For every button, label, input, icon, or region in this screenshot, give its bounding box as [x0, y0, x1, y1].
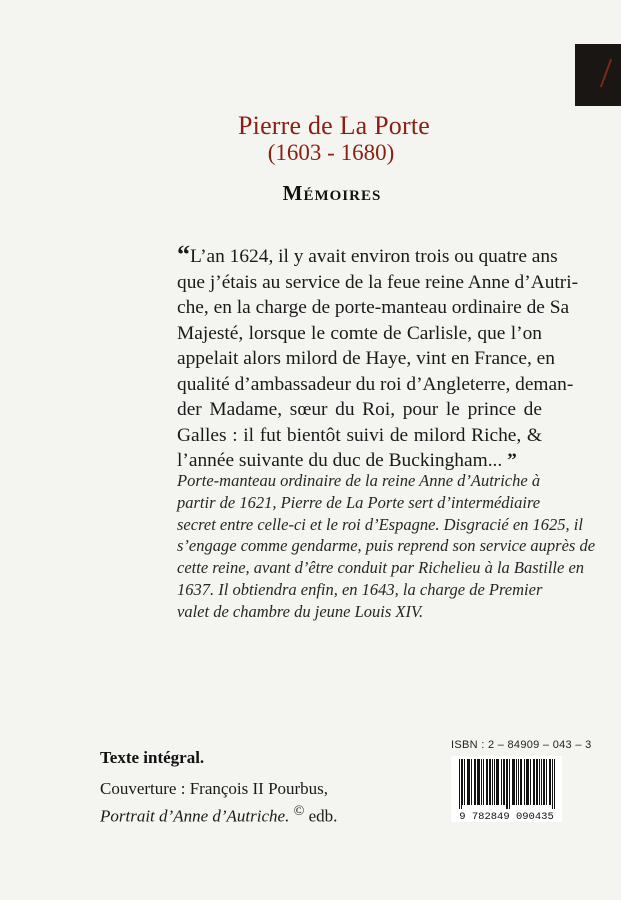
barcode-bar	[526, 759, 527, 805]
barcode-bar	[536, 759, 537, 805]
barcode-bar	[537, 759, 538, 805]
barcode-bar	[554, 759, 555, 809]
quote-block	[177, 240, 579, 474]
barcode-bar	[487, 759, 488, 805]
barcode-bar	[520, 759, 521, 805]
barcode-bar	[530, 759, 531, 805]
barcode-bar	[496, 759, 497, 805]
barcode-bar	[528, 759, 529, 805]
integral-text-label: Texte intégral.	[100, 748, 205, 767]
barcode	[451, 756, 562, 822]
portrait-title: Portrait d’Anne d’Autriche.	[100, 806, 290, 826]
barcode-bar	[546, 759, 547, 805]
quote-line: che, en la charge de porte-manteau ordinaire de Sa	[177, 297, 570, 318]
quote-line: der Madame, sœur du Roi, pour le prince de	[177, 399, 542, 420]
barcode-bar	[490, 759, 491, 805]
barcode-bar	[552, 759, 553, 809]
summary-line: Porte-manteau ordinaire de la reine Anne d’Autriche à	[177, 471, 541, 490]
summary-line: 1637. Il obtiendra enfin, en 1643, la charge de Premier	[177, 579, 543, 599]
isbn-label: ISBN : 2 – 84909 – 043 – 3	[451, 739, 592, 751]
barcode-bar	[524, 759, 525, 805]
barcode-bar	[469, 759, 470, 805]
barcode-bar	[549, 759, 550, 805]
barcode-bar	[478, 759, 479, 805]
summary-paragraph	[177, 470, 596, 623]
open-quote-mark: “	[177, 240, 190, 269]
barcode-bar	[544, 759, 545, 805]
quote-line: que j’étais au service de la feue reine Anne d’Autri-	[177, 271, 579, 293]
barcode-bar	[497, 759, 498, 805]
barcode-bar	[512, 759, 513, 805]
barcode-bar	[550, 759, 551, 805]
barcode-bar	[514, 759, 515, 805]
quote-line: Galles : il fut bientôt suivi de milord Riche, &	[177, 424, 542, 446]
barcode-bar	[494, 759, 495, 805]
barcode-bar	[507, 759, 508, 809]
barcode-bar	[467, 759, 468, 805]
cover-artist-line: Couverture : François II Pourbus,	[100, 779, 329, 798]
barcode-bar	[543, 759, 544, 805]
summary-line: s’engage comme gendarme, puis reprend son service auprès de	[177, 536, 596, 556]
barcode-bar	[533, 759, 534, 805]
barcode-bar	[527, 759, 528, 805]
barcode-bar	[498, 759, 499, 805]
quote-line: appelait alors milord de Haye, vint en France, en	[177, 348, 555, 369]
barcode-bar	[509, 759, 510, 809]
barcode-bar	[539, 759, 540, 805]
barcode-bar	[481, 759, 482, 805]
barcode-bar	[483, 759, 484, 805]
barcode-bar	[521, 759, 522, 805]
portrait-line	[100, 800, 337, 828]
barcode-bar	[479, 759, 480, 805]
author-name: Pierre de La Porte	[237, 111, 431, 140]
barcode-bar	[462, 759, 463, 805]
summary-line: partir de 1621, Pierre de La Porte sert d’intermédiaire	[177, 492, 541, 512]
barcode-bar	[464, 759, 465, 805]
barcode-graphic	[451, 756, 562, 822]
barcode-bar	[518, 759, 519, 805]
barcode-bar	[475, 759, 476, 805]
barcode-bar	[506, 759, 507, 809]
barcode-bar	[541, 759, 542, 805]
close-quote-mark: ”	[507, 450, 517, 471]
quote-line: l’année suivante du duc de Buckingham... ”	[177, 450, 517, 471]
barcode-bar	[461, 759, 462, 809]
barcode-bar	[459, 759, 460, 809]
barcode-bar	[489, 759, 490, 805]
book-title: Mémoires	[282, 181, 382, 205]
author-dates: (1603 - 1680)	[267, 140, 395, 165]
barcode-bar	[501, 759, 502, 805]
publisher-name: edb.	[308, 806, 338, 826]
barcode-bar	[534, 759, 535, 805]
barcode-bar	[474, 759, 475, 805]
cover-credit	[100, 777, 337, 828]
copyright-symbol: ©	[293, 803, 305, 819]
barcode-bar	[503, 759, 504, 805]
quote-line: qualité d’ambassadeur du roi d’Angleterre, deman-	[177, 373, 574, 395]
quote-line: Majesté, lorsque le comte de Carlisle, que l’on	[177, 322, 542, 344]
barcode-bar	[468, 759, 469, 805]
barcode-bar	[486, 759, 487, 805]
barcode-bar	[477, 759, 478, 805]
quote-line: “L’an 1624, il y avait environ trois ou quatre ans	[177, 240, 558, 269]
spine-edge-decoration	[575, 44, 621, 106]
barcode-bar	[492, 759, 493, 805]
summary-line: valet de chambre du jeune Louis XIV.	[177, 601, 424, 621]
barcode-bar	[504, 759, 505, 805]
barcode-bar	[471, 759, 472, 805]
summary-line: secret entre celle-ci et le roi d’Espagne. Disgracié en 1625, il	[177, 514, 583, 534]
barcode-digits: 9 782849 090435	[459, 811, 554, 822]
barcode-bar	[516, 759, 517, 805]
barcode-bar	[513, 759, 514, 805]
summary-line: cette reine, avant d’être conduit par Richelieu à la Bastille en	[177, 558, 585, 578]
